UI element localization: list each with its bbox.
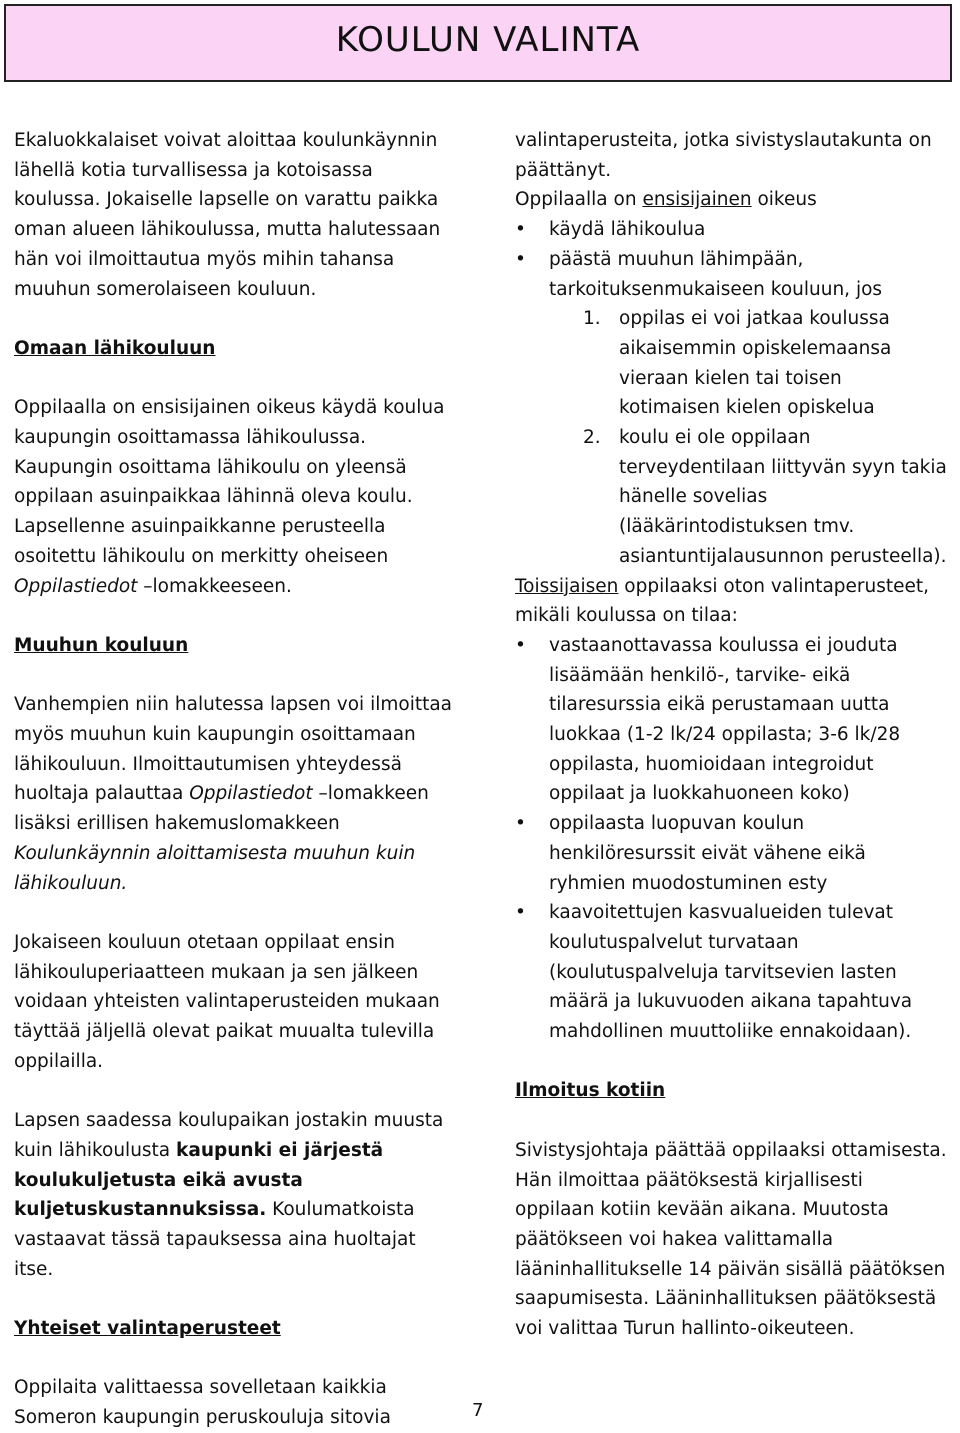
toissi-post: oppilaaksi oton valintaperusteet, mikäli koulussa on tilaa: — [515, 575, 930, 627]
continuation-paragraph: valintaperusteita, jotka sivistyslautakunta on päättänyt. — [515, 130, 932, 181]
list-item: • oppilaasta luopuvan koulun henkilöresurssit eivät vähene eikä ryhmien muodostuminen esty — [515, 809, 947, 898]
lapsen-text-1: Lapsen saadessa koulupaikan jostakin muusta kuin lähikoulusta — [14, 1110, 444, 1161]
item-number: 1. — [583, 308, 601, 330]
muuhun-italic-2: Koulunkäynnin aloittamisesta muuhun kuin lähikouluun. — [14, 842, 416, 894]
intro-paragraph: Ekaluokkalaiset voivat aloittaa koulunkäynnin lähellä kotia turvallisessa ja kotoisassa koulussa. Jokaiselle lapselle on varattu paikka oman alueen lähikoulussa, mutta halutessaan hän voi ilmoittautua myös mihin tahansa muuhun somerolaiseen kouluun. — [14, 130, 441, 300]
ensi-post: oikeus — [751, 189, 817, 211]
item-text: koulu ei ole oppilaan terveydentilaan liittyvän syyn takia hänelle sovelias (lääkärintodistuksen tmv. asiantuntijalausunnon perusteella). — [619, 427, 947, 567]
left-column — [14, 126, 454, 1433]
ensisijainen-list — [515, 215, 947, 304]
numbered-item — [515, 423, 947, 572]
item-number: 2. — [583, 427, 601, 449]
list-item: • käydä lähikoulua — [515, 215, 947, 245]
ensisijainen-line — [515, 185, 947, 215]
heading-omaan-lahikouluun: Omaan lähikouluun — [14, 337, 216, 359]
muuhun-text-1: Vanhempien niin halutessa lapsen voi ilmoittaa myös muuhun kuin kaupungin osoittamaan lähikouluun. Ilmoittautumisen yhteydessä huoltaja palauttaa — [14, 694, 453, 805]
omaan-paragraph — [14, 393, 454, 601]
omaan-tail: –lomakkeeseen. — [137, 575, 292, 597]
omaan-italic: Oppilastiedot — [14, 575, 138, 597]
title-box — [4, 4, 952, 82]
toissijainen-paragraph — [515, 572, 947, 631]
numbered-item — [515, 304, 947, 423]
heading-muuhun-kouluun: Muuhun kouluun — [14, 634, 189, 656]
item-text: oppilas ei voi jatkaa koulussa aikaisemmin opiskelemaansa vieraan kielen tai toisen kotimaisen kielen opiskelua — [619, 308, 892, 419]
ensi-pre: Oppilaalla on — [515, 189, 643, 211]
lapsen-bold: kaupunki ei järjestä koulukuljetusta eikä avusta kuljetuskustannuksissa. — [14, 1139, 384, 1221]
heading-yhteiset-valintaperusteet: Yhteiset valintaperusteet — [14, 1318, 281, 1340]
muuhun-italic-1: Oppilastiedot — [189, 783, 313, 805]
list-item: • vastaanottavassa koulussa ei jouduta lisäämään henkilö-, tarvike- eikä tilaresurssia eikä perustamaan uutta luokkaa (1-2 lk/24 oppilasta; 3-6 lk/28 oppilasta, huomioidaan integroidut oppilaat ja luokkahuoneen koko) — [515, 631, 947, 809]
muuhun-paragraph — [14, 690, 454, 898]
yhteiset-paragraph: Oppilaita valittaessa sovelletaan kaikkia Someron kaupungin peruskouluja sitovia — [14, 1377, 391, 1429]
page-title: KOULUN VALINTA — [335, 20, 641, 60]
toissi-underlined: Toissijaisen — [515, 575, 619, 597]
muuhun-text-2: –lomakkeen lisäksi erillisen hakemuslomakkeen — [14, 783, 429, 835]
heading-ilmoitus-kotiin: Ilmoitus kotiin — [515, 1080, 666, 1102]
lapsen-text-2: Koulumatkoista vastaavat tässä tapauksessa aina huoltajat itse. — [14, 1199, 416, 1280]
numbered-list — [515, 304, 947, 571]
ilmoitus-paragraph: Sivistysjohtaja päättää oppilaaksi ottamisesta. Hän ilmoittaa päätöksestä kirjallisesti oppilaan kotiin kevään aikana. Muutosta päätökseen voi hakea valittamalla lääninhallitukselle 14 päivän sisällä päätöksen saapumisesta. Lääninhallituksen päätöksestä voi valittaa Turun hallinto-oikeuteen. — [515, 1139, 947, 1340]
right-column — [515, 126, 947, 1344]
toissijainen-list — [515, 631, 947, 1047]
page-number: 7 — [472, 1400, 484, 1421]
list-item: • kaavoitettujen kasvualueiden tulevat koulutuspalvelut turvataan (koulutuspalveluja tarvitsevien lasten määrä ja lukuvuoden aikana tapahtuva mahdollinen muuttoliike ennakoidaan). — [515, 898, 947, 1047]
jokaiseen-paragraph: Jokaiseen kouluun otetaan oppilaat ensin lähikouluperiaatteen mukaan ja sen jälkeen voidaan yhteisten valintaperusteiden mukaan täyttää jäljellä olevat paikat muualta tulevilla oppilailla. — [14, 931, 440, 1072]
lapsen-paragraph — [14, 1106, 454, 1284]
ensi-underlined: ensisijainen — [642, 189, 752, 211]
omaan-text: Oppilaalla on ensisijainen oikeus käydä koulua kaupungin osoittamassa lähikoulussa. Kaupungin osoittama lähikoulu on yleensä oppilaan asuinpaikkaa lähinnä oleva koulu. Lapsellenne asuinpaikkanne perusteella osoitettu lähikoulu on merkitty oheiseen — [14, 397, 445, 567]
list-item: • päästä muuhun lähimpään, tarkoituksenmukaiseen kouluun, jos — [515, 245, 947, 304]
